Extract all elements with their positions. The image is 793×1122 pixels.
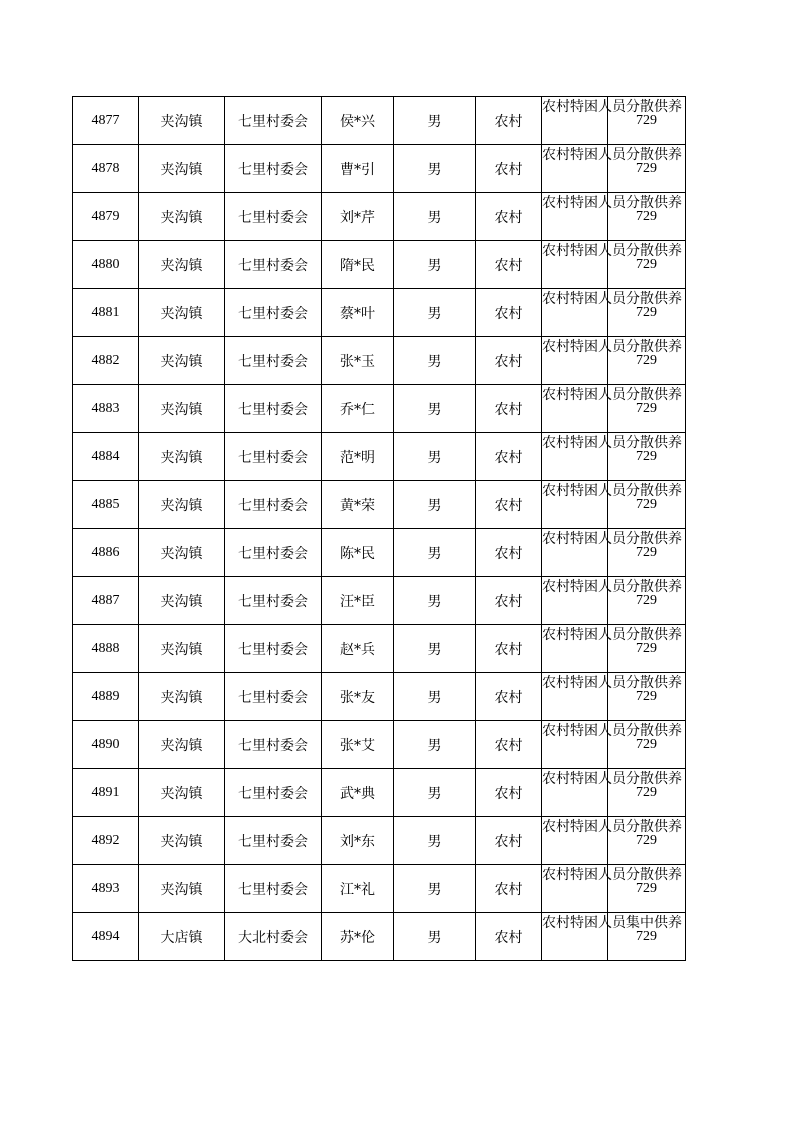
- support-type-text: 农村特困人员分散供养: [542, 387, 682, 403]
- serial-number-cell: 4892: [73, 817, 139, 865]
- person-name-cell: 赵*兵: [322, 625, 394, 673]
- amount-cell: 729: [608, 145, 686, 193]
- village-committee-cell: 七里村委会: [225, 337, 322, 385]
- serial-number-cell: 4891: [73, 769, 139, 817]
- gender-cell: 男: [394, 913, 476, 961]
- area-type-cell: 农村: [476, 769, 542, 817]
- table-row: [73, 529, 686, 577]
- person-name-cell: 汪*臣: [322, 577, 394, 625]
- amount-cell: 729: [608, 769, 686, 817]
- area-type-cell: 农村: [476, 481, 542, 529]
- village-committee-cell: 七里村委会: [225, 433, 322, 481]
- town-cell: 夹沟镇: [139, 145, 225, 193]
- town-cell: 夹沟镇: [139, 481, 225, 529]
- amount-cell: 729: [608, 481, 686, 529]
- town-cell: 夹沟镇: [139, 721, 225, 769]
- person-name-cell: 乔*仁: [322, 385, 394, 433]
- amount-cell: 729: [608, 193, 686, 241]
- serial-number-cell: 4879: [73, 193, 139, 241]
- gender-cell: 男: [394, 289, 476, 337]
- amount-cell: 729: [608, 289, 686, 337]
- area-type-cell: 农村: [476, 337, 542, 385]
- town-cell: 夹沟镇: [139, 337, 225, 385]
- area-type-cell: 农村: [476, 385, 542, 433]
- area-type-cell: 农村: [476, 145, 542, 193]
- support-type-text: 农村特困人员分散供养: [542, 339, 682, 355]
- person-name-cell: 曹*引: [322, 145, 394, 193]
- serial-number-cell: 4884: [73, 433, 139, 481]
- support-type-text: 农村特困人员分散供养: [542, 627, 682, 643]
- gender-cell: 男: [394, 385, 476, 433]
- serial-number-cell: 4888: [73, 625, 139, 673]
- amount-cell: 729: [608, 625, 686, 673]
- amount-cell: 729: [608, 817, 686, 865]
- person-name-cell: 刘*东: [322, 817, 394, 865]
- support-type-text: 农村特困人员分散供养: [542, 531, 682, 547]
- town-cell: 夹沟镇: [139, 673, 225, 721]
- table-row: [73, 673, 686, 721]
- person-name-cell: 苏*伦: [322, 913, 394, 961]
- area-type-cell: 农村: [476, 913, 542, 961]
- amount-cell: 729: [608, 577, 686, 625]
- town-cell: 夹沟镇: [139, 433, 225, 481]
- amount-cell: 729: [608, 97, 686, 145]
- village-committee-cell: 七里村委会: [225, 625, 322, 673]
- village-committee-cell: 七里村委会: [225, 481, 322, 529]
- area-type-cell: 农村: [476, 673, 542, 721]
- person-name-cell: 武*典: [322, 769, 394, 817]
- table-row: [73, 337, 686, 385]
- area-type-cell: 农村: [476, 721, 542, 769]
- table-row: [73, 865, 686, 913]
- person-name-cell: 江*礼: [322, 865, 394, 913]
- town-cell: 夹沟镇: [139, 193, 225, 241]
- village-committee-cell: 七里村委会: [225, 145, 322, 193]
- village-committee-cell: 七里村委会: [225, 289, 322, 337]
- gender-cell: 男: [394, 337, 476, 385]
- serial-number-cell: 4881: [73, 289, 139, 337]
- gender-cell: 男: [394, 145, 476, 193]
- support-type-text: 农村特困人员分散供养: [542, 771, 682, 787]
- area-type-cell: 农村: [476, 193, 542, 241]
- area-type-cell: 农村: [476, 577, 542, 625]
- table-row: [73, 385, 686, 433]
- village-committee-cell: 七里村委会: [225, 193, 322, 241]
- serial-number-cell: 4890: [73, 721, 139, 769]
- person-name-cell: 黄*荣: [322, 481, 394, 529]
- gender-cell: 男: [394, 625, 476, 673]
- gender-cell: 男: [394, 433, 476, 481]
- village-committee-cell: 大北村委会: [225, 913, 322, 961]
- town-cell: 夹沟镇: [139, 241, 225, 289]
- village-committee-cell: 七里村委会: [225, 721, 322, 769]
- area-type-cell: 农村: [476, 625, 542, 673]
- village-committee-cell: 七里村委会: [225, 241, 322, 289]
- town-cell: 夹沟镇: [139, 817, 225, 865]
- table-row: [73, 721, 686, 769]
- town-cell: 夹沟镇: [139, 289, 225, 337]
- support-type-text: 农村特困人员分散供养: [542, 483, 682, 499]
- serial-number-cell: 4894: [73, 913, 139, 961]
- serial-number-cell: 4893: [73, 865, 139, 913]
- gender-cell: 男: [394, 193, 476, 241]
- town-cell: 夹沟镇: [139, 769, 225, 817]
- area-type-cell: 农村: [476, 241, 542, 289]
- village-committee-cell: 七里村委会: [225, 865, 322, 913]
- support-type-text: 农村特困人员分散供养: [542, 243, 682, 259]
- table-row: [73, 769, 686, 817]
- serial-number-cell: 4880: [73, 241, 139, 289]
- table-body: [73, 97, 686, 961]
- gender-cell: 男: [394, 817, 476, 865]
- village-committee-cell: 七里村委会: [225, 769, 322, 817]
- support-type-text: 农村特困人员分散供养: [542, 579, 682, 595]
- gender-cell: 男: [394, 241, 476, 289]
- person-name-cell: 陈*民: [322, 529, 394, 577]
- gender-cell: 男: [394, 529, 476, 577]
- town-cell: 夹沟镇: [139, 625, 225, 673]
- person-name-cell: 侯*兴: [322, 97, 394, 145]
- table-row: [73, 433, 686, 481]
- person-name-cell: 蔡*叶: [322, 289, 394, 337]
- gender-cell: 男: [394, 97, 476, 145]
- amount-cell: 729: [608, 433, 686, 481]
- support-type-text: 农村特困人员分散供养: [542, 147, 682, 163]
- table-row: [73, 97, 686, 145]
- serial-number-cell: 4878: [73, 145, 139, 193]
- person-name-cell: 张*艾: [322, 721, 394, 769]
- gender-cell: 男: [394, 769, 476, 817]
- person-name-cell: 张*友: [322, 673, 394, 721]
- gender-cell: 男: [394, 481, 476, 529]
- area-type-cell: 农村: [476, 97, 542, 145]
- town-cell: 夹沟镇: [139, 97, 225, 145]
- serial-number-cell: 4886: [73, 529, 139, 577]
- village-committee-cell: 七里村委会: [225, 529, 322, 577]
- table-row: [73, 289, 686, 337]
- area-type-cell: 农村: [476, 529, 542, 577]
- amount-cell: 729: [608, 241, 686, 289]
- village-committee-cell: 七里村委会: [225, 817, 322, 865]
- table-row: [73, 193, 686, 241]
- area-type-cell: 农村: [476, 289, 542, 337]
- area-type-cell: 农村: [476, 817, 542, 865]
- serial-number-cell: 4889: [73, 673, 139, 721]
- support-type-text: 农村特困人员分散供养: [542, 195, 682, 211]
- amount-cell: 729: [608, 673, 686, 721]
- support-type-text: 农村特困人员分散供养: [542, 675, 682, 691]
- table-row: [73, 817, 686, 865]
- amount-cell: 729: [608, 913, 686, 961]
- support-type-text: 农村特困人员分散供养: [542, 435, 682, 451]
- gender-cell: 男: [394, 865, 476, 913]
- support-type-text: 农村特困人员分散供养: [542, 291, 682, 307]
- support-type-text: 农村特困人员分散供养: [542, 867, 682, 883]
- person-name-cell: 隋*民: [322, 241, 394, 289]
- table-row: [73, 577, 686, 625]
- gender-cell: 男: [394, 673, 476, 721]
- serial-number-cell: 4885: [73, 481, 139, 529]
- town-cell: 夹沟镇: [139, 577, 225, 625]
- amount-cell: 729: [608, 529, 686, 577]
- amount-cell: 729: [608, 721, 686, 769]
- table-row: [73, 241, 686, 289]
- serial-number-cell: 4882: [73, 337, 139, 385]
- beneficiary-table: [72, 96, 686, 961]
- amount-cell: 729: [608, 337, 686, 385]
- town-cell: 夹沟镇: [139, 865, 225, 913]
- village-committee-cell: 七里村委会: [225, 577, 322, 625]
- support-type-text: 农村特困人员分散供养: [542, 723, 682, 739]
- town-cell: 大店镇: [139, 913, 225, 961]
- village-committee-cell: 七里村委会: [225, 673, 322, 721]
- village-committee-cell: 七里村委会: [225, 385, 322, 433]
- gender-cell: 男: [394, 721, 476, 769]
- town-cell: 夹沟镇: [139, 385, 225, 433]
- amount-cell: 729: [608, 385, 686, 433]
- serial-number-cell: 4877: [73, 97, 139, 145]
- support-type-text: 农村特困人员分散供养: [542, 819, 682, 835]
- area-type-cell: 农村: [476, 865, 542, 913]
- town-cell: 夹沟镇: [139, 529, 225, 577]
- serial-number-cell: 4887: [73, 577, 139, 625]
- person-name-cell: 张*玉: [322, 337, 394, 385]
- area-type-cell: 农村: [476, 433, 542, 481]
- table-row: [73, 481, 686, 529]
- table-row: [73, 913, 686, 961]
- support-type-text: 农村特困人员集中供养: [542, 915, 682, 931]
- person-name-cell: 刘*芹: [322, 193, 394, 241]
- amount-cell: 729: [608, 865, 686, 913]
- village-committee-cell: 七里村委会: [225, 97, 322, 145]
- person-name-cell: 范*明: [322, 433, 394, 481]
- table-row: [73, 625, 686, 673]
- table-row: [73, 145, 686, 193]
- support-type-text: 农村特困人员分散供养: [542, 99, 682, 115]
- gender-cell: 男: [394, 577, 476, 625]
- serial-number-cell: 4883: [73, 385, 139, 433]
